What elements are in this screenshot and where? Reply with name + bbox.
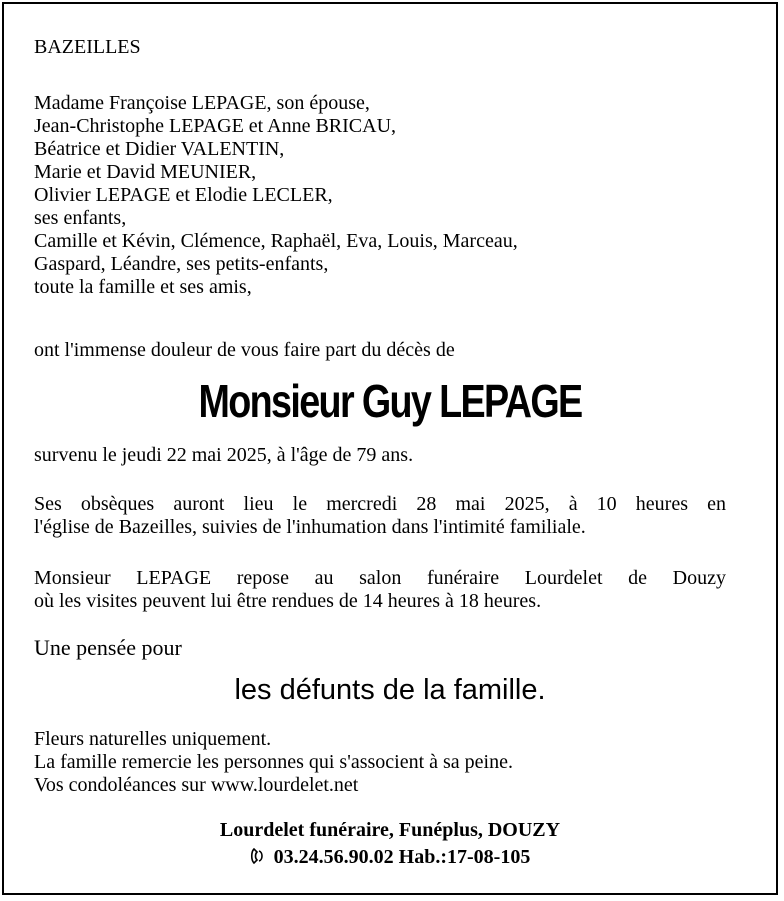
- thought-text: les défunts de la famille.: [234, 674, 546, 706]
- visitation-info: [34, 567, 726, 613]
- thought-prefix: Une pensée pour: [34, 635, 182, 660]
- funeral-info: [34, 493, 726, 539]
- family-line: Madame Françoise LEPAGE, son épouse,: [34, 92, 370, 114]
- family-line: ses enfants,: [34, 207, 127, 229]
- death-date: survenu le jeudi 22 mai 2025, à l'âge de 79 ans.: [34, 444, 414, 466]
- announcement-intro: ont l'immense douleur de vous faire part du décès de: [34, 339, 455, 361]
- note-line: Fleurs naturelles uniquement.: [34, 728, 272, 750]
- visitation-line: où les visites peuvent lui être rendues de 14 heures à 18 heures.: [34, 590, 542, 612]
- family-line: Olivier LEPAGE et Elodie LECLER,: [34, 184, 333, 206]
- family-line: Marie et David MEUNIER,: [34, 161, 257, 183]
- funeral-line: l'église de Bazeilles, suivies de l'inhumation dans l'intimité familiale.: [34, 516, 586, 538]
- town-heading: BAZEILLES: [34, 36, 141, 58]
- visitation-line: Monsieur LEPAGE repose au salon funéraire Lourdelet de Douzy: [34, 567, 726, 589]
- note-line: Vos condoléances sur www.lourdelet.net: [34, 774, 359, 796]
- family-list: [34, 92, 726, 299]
- funeral-home-phone-row: [4, 845, 776, 870]
- obituary-notice: [2, 2, 778, 895]
- deceased-name: Monsieur Guy LEPAGE: [198, 375, 582, 427]
- funeral-line: Ses obsèques auront lieu le mercredi 28 mai 2025, à 10 heures en: [34, 493, 726, 515]
- family-line: Camille et Kévin, Clémence, Raphaël, Eva, Louis, Marceau,: [34, 230, 518, 252]
- notes: [34, 728, 726, 797]
- family-line: Gaspard, Léandre, ses petits-enfants,: [34, 253, 329, 275]
- family-line: Béatrice et Didier VALENTIN,: [34, 138, 285, 160]
- phone-number: 03.24.56.90.02 Hab.:17-08-105: [273, 846, 531, 868]
- funeral-home-name: Lourdelet funéraire, Funéplus, DOUZY: [219, 819, 561, 841]
- phone-icon: [250, 845, 268, 870]
- note-line: La famille remercie les personnes qui s'associent à sa peine.: [34, 751, 513, 773]
- family-line: Jean-Christophe LEPAGE et Anne BRICAU,: [34, 115, 397, 137]
- family-line: toute la famille et ses amis,: [34, 276, 252, 298]
